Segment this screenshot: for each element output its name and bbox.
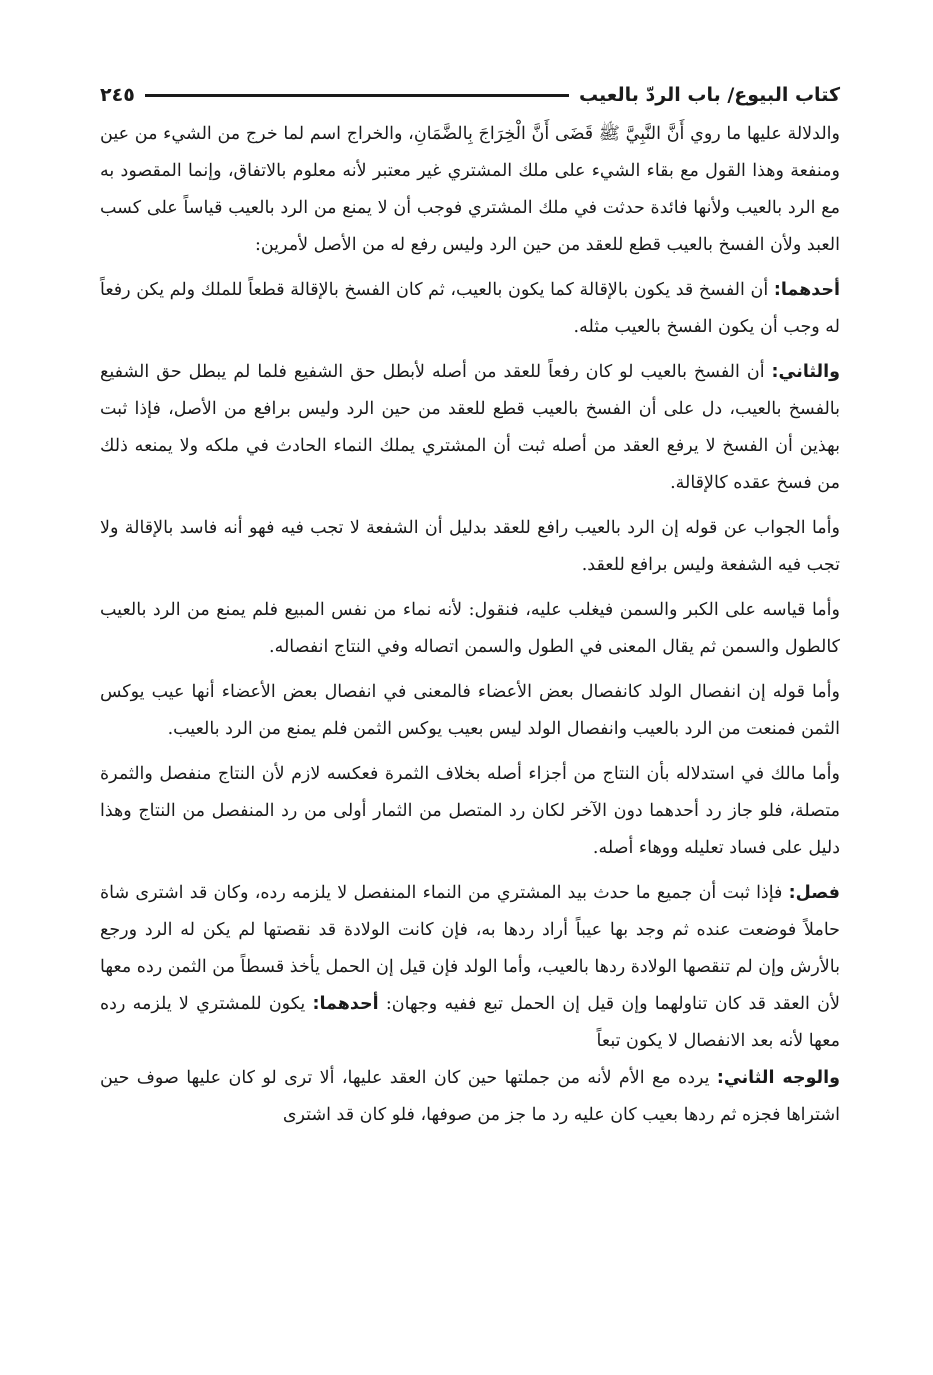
page-number: ٢٤٥ xyxy=(100,84,135,106)
paragraph-text: يرده مع الأم لأنه من جملتها حين كان العقد عليها، ألا ترى لو كان عليها صوف حين اشتراها فجزه ثم ردها بعيب كان عليه رد ما جز من صوفها، فلو كان قد اشترى xyxy=(100,1068,840,1125)
document-page xyxy=(100,78,840,1134)
paragraph-evidence xyxy=(100,116,840,264)
section-lead: فصل: xyxy=(788,883,840,903)
paragraph-lead: والوجه الثاني: xyxy=(716,1068,840,1088)
chapter-title: كتاب البيوع/ باب الردّ بالعيب xyxy=(578,84,840,106)
paragraph-text: وأما الجواب عن قوله إن الرد بالعيب رافع للعقد بدليل أن الشفعة لا تجب فيه فهو أنه فاسد بالإقالة ولا تجب فيه الشفعة وليس برافع للعقد. xyxy=(100,518,840,575)
paragraph-lead: والثاني: xyxy=(771,362,840,382)
paragraph-second-reason xyxy=(100,354,840,502)
paragraph-second-aspect xyxy=(100,1060,840,1134)
paragraph-reply-shufa xyxy=(100,510,840,584)
inline-text: يكون للمشتري لا يلزمه رده معها لأنه بعد الانفصال لا يكون تبعاً xyxy=(100,994,840,1051)
paragraph-reply-malik xyxy=(100,756,840,867)
paragraph-section xyxy=(100,875,840,1060)
header-rule xyxy=(145,94,569,97)
paragraph-text: وأما قياسه على الكبر والسمن فيغلب عليه، فنقول: لأنه نماء من نفس المبيع فلم يمنع من الرد بالعيب كالطول والسمن ثم يقال المعنى في الطول والسمن اتصاله وفي النتاج انفصاله. xyxy=(100,600,840,657)
running-header xyxy=(100,78,840,112)
paragraph-text: وأما مالك في استدلاله بأن النتاج من أجزاء أصله بخلاف الثمرة فعكسه لازم لأن النتاج منفصل والثمرة متصلة، فلو جاز رد أحدهما دون الآخر لكان رد المتصل من الثمار أولى من رد المنفصل من النتاج وهذا دليل على فساد تعليله ووهاء أصله. xyxy=(100,764,840,858)
paragraph-text: والدلالة عليها ما روي أَنَّ النَّبِيَّ ﷺ قَضَى أَنَّ الْخِرَاجَ بِالضَّمَانِ، والخراج اسم لما خرج من الشيء من عين ومنفعة وهذا القول مع بقاء الشيء على ملك المشتري غير معتبر لأنه معلوم بالاتفاق، وإنما المقصود به مع الرد بالعيب ولأنها فائدة حدثت في ملك المشتري فوجب أن لا يمنع من الرد بالعيب قياساً على كسب العبد ولأن الفسخ بالعيب قطع للعقد من حين الرد وليس رفع له من الأصل لأمرين: xyxy=(100,124,840,255)
paragraph-text: وأما قوله إن انفصال الولد كانفصال بعض الأعضاء فالمعنى في انفصال بعض الأعضاء أنها عيب يوكس الثمن فمنعت من الرد بالعيب وانفصال الولد ليس بعيب يوكس الثمن فلم يمنع من الرد بالعيب. xyxy=(100,682,840,739)
paragraph-reply-offspring xyxy=(100,674,840,748)
paragraph-text: فإذا ثبت أن جميع ما حدث بيد المشتري من النماء المنفصل لا يلزمه رده، وكان قد اشترى شاة حاملاً فوضعت عنده ثم وجد بها عيباً أراد ردها به، فإن كانت الولادة قد نقصتها لم يكن له الرد ورجع بالأرش وإن لم تنقصها الولادة ردها بالعيب، وأما الولد فإن قيل إن الحمل يأخذ قسطاً من الثمن رده معها لأن العقد قد كان تناولهما وإن قيل إن الحمل تبع ففيه وجهان: xyxy=(100,883,840,1014)
paragraph-first-reason xyxy=(100,272,840,346)
paragraph-text: أن الفسخ قد يكون بالإقالة كما يكون بالعيب، ثم كان الفسخ بالإقالة قطعاً للملك ولم يكن رفعاً له وجب أن يكون الفسخ بالعيب مثله. xyxy=(100,280,840,337)
inline-lead: أحدهما: xyxy=(312,994,379,1014)
paragraph-reply-growth xyxy=(100,592,840,666)
paragraph-lead: أحدهما: xyxy=(773,280,840,300)
paragraph-text: أن الفسخ بالعيب لو كان رفعاً للعقد من أصله لأبطل حق الشفيع فلما لم يبطل حق الشفيع بالفسخ بالعيب، دل على أن الفسخ بالعيب قطع للعقد من حين الرد وليس برافع من الأصل، فإذا ثبت بهذين أن الفسخ لا يرفع العقد من أصله ثبت أن المشتري يملك النماء الحادث في ملكه ولا يمنعه ذلك من فسخ عقده كالإقالة. xyxy=(100,362,840,493)
